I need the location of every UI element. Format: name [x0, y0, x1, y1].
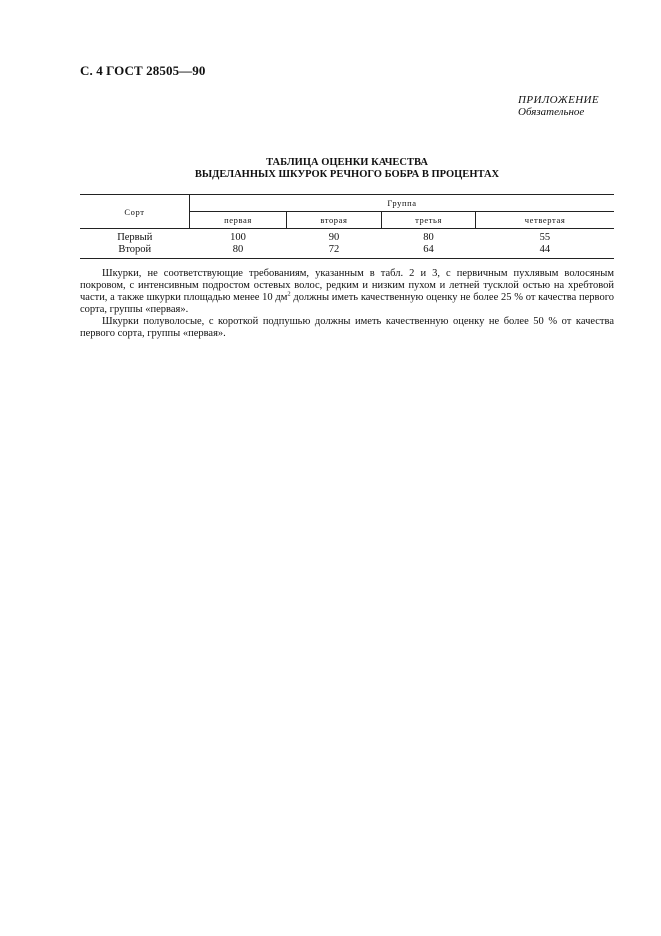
quality-table	[80, 194, 614, 259]
row-sort-label: Первый	[117, 232, 153, 243]
paragraph-1	[80, 268, 614, 316]
table-cell: 80	[423, 232, 434, 243]
table-cell: 64	[423, 244, 434, 255]
column-header-group-1: первая	[190, 212, 287, 229]
paragraph-1-text: Шкурки, не соответствующие требованиям, указанным в табл. 2 и 3, с первичным пухлявым волосяным покровом, с интенсивным подростом остевых волос, редким и низким пухом и летней тусклой остью на хребтовой части, а также шкурки площадью менее 10 дм	[80, 268, 614, 303]
appendix-label	[518, 94, 599, 118]
table-cell: 90	[328, 232, 340, 243]
body-text	[80, 268, 614, 340]
table-cell: 80	[232, 244, 244, 255]
table-title-line-1: ТАБЛИЦА ОЦЕНКИ КАЧЕСТВА	[266, 157, 428, 168]
paragraph-1-text-end: должны иметь качественную оценку не более 25 % от качества первого сорта, группы «первая».	[80, 292, 614, 315]
column-header-group-3: третья	[381, 212, 475, 229]
table-cell: 100	[230, 232, 246, 243]
page-header: С. 4 ГОСТ 28505—90	[80, 63, 206, 78]
table-cell: 72	[328, 244, 340, 255]
column-header-group-4: четвертая	[476, 212, 614, 229]
appendix-title: ПРИЛОЖЕНИЕ	[518, 94, 599, 106]
superscript-2: 2	[287, 290, 291, 298]
column-header-sort: Сорт	[80, 195, 190, 229]
table-cell: 55	[539, 232, 551, 243]
row-sort-label: Второй	[118, 244, 152, 255]
appendix-status: Обязательное	[518, 106, 585, 118]
column-header-group: Группа	[190, 195, 615, 212]
paragraph-2: Шкурки полуволосые, с короткой подпушью должны иметь качественную оценку не более 50 % от качества первого сорта, группы «первая».	[80, 316, 614, 339]
table-title	[80, 157, 614, 181]
table-row	[80, 229, 614, 245]
table-row	[80, 244, 614, 259]
table-cell: 44	[539, 244, 551, 255]
table-title-line-2: ВЫДЕЛАННЫХ ШКУРОК РЕЧНОГО БОБРА В ПРОЦЕНТАХ	[194, 169, 500, 180]
column-header-group-2: вторая	[286, 212, 381, 229]
